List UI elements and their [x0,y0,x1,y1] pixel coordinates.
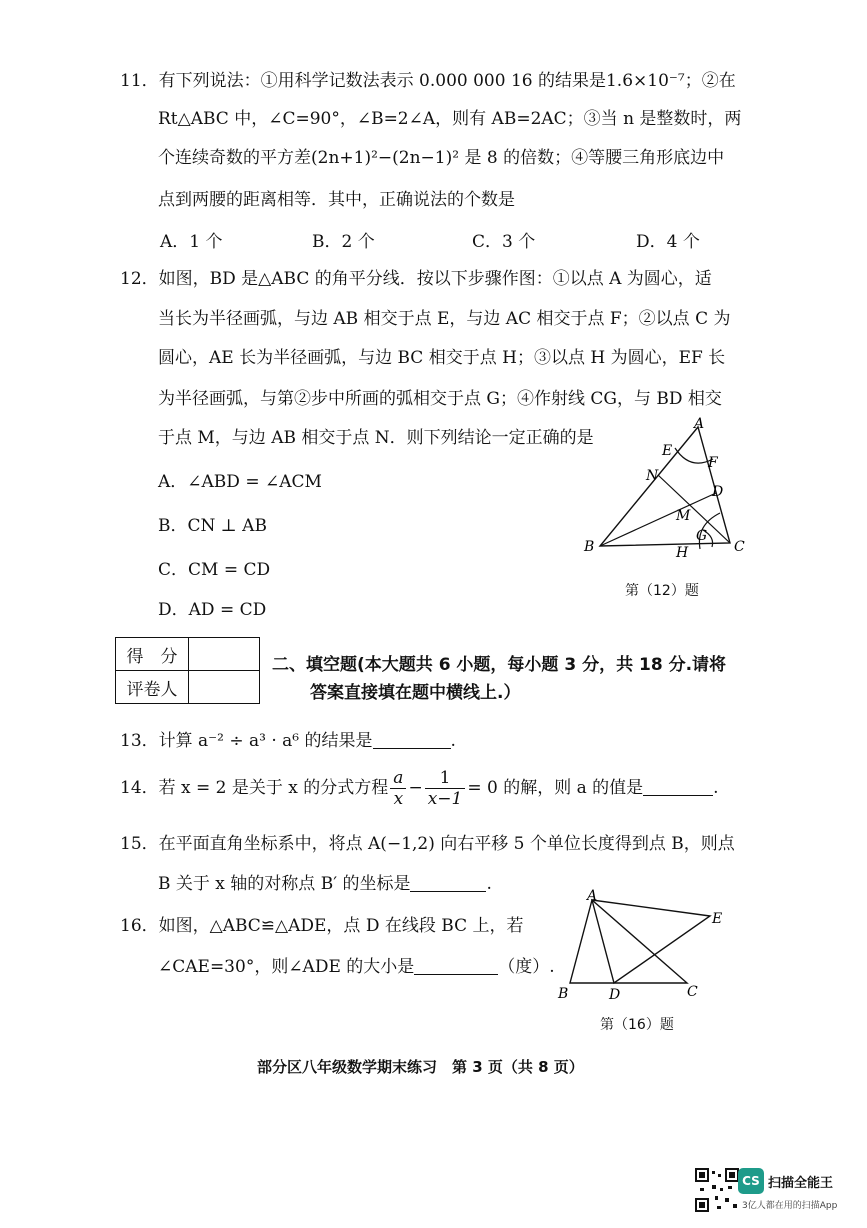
q13-text: 13．计算 a⁻² ÷ a³ · a⁶ 的结果是 [120,731,373,751]
label-a-16: A [587,888,598,904]
q14-prefix: 14．若 x = 2 是关于 x 的分式方程 [120,778,389,798]
q11-line4: 点到两腰的距离相等．其中，正确说法的个数是 [158,190,515,210]
q14-fraction-1-over-x-minus-1 [425,768,466,809]
section2-title-line2: 答案直接填在题中横线上.） [310,683,521,703]
q13 [120,728,456,754]
triangle-ade-16 [592,900,710,983]
qr-code-icon [695,1168,739,1212]
label-d-12: D [712,484,724,500]
q12-line1: 12．如图，BD 是△ABC 的角平分线．按以下步骤作图：①以点 A 为圆心，适 [120,269,712,289]
q12-option-d: D．AD = CD [158,600,267,620]
label-m-12: M [676,508,691,524]
label-a-12: A [694,416,705,432]
q15-suffix: . [486,874,492,894]
q12-line4: 为半径画弧，与第②步中所画的弧相交于点 G；④作射线 CG，与 BD 相交 [158,389,722,409]
label-c-12: C [734,539,745,555]
figure-12-caption: 第（12）题 [625,583,699,599]
q14 [120,768,719,809]
q12-line5: 于点 M，与边 AB 相交于点 N．则下列结论一定正确的是 [158,428,594,448]
q13-suffix: . [450,731,456,751]
q14-frac1-numerator: a [390,768,406,789]
triangle-abc-16 [570,900,687,983]
q11-line2: Rt△ABC 中，∠C=90°，∠B=2∠A，则有 AB=2AC；③当 n 是整数时，两 [158,109,742,129]
label-f-12: F [708,455,718,471]
q13-answer-blank[interactable] [373,730,451,749]
q16-line2-text: ∠CAE=30°，则∠ADE 的大小是 [158,957,415,977]
label-c-16: C [687,984,698,1000]
q14-eq: = 0 的解，则 a 的值是 [467,778,644,798]
scanner-badge [738,1168,833,1194]
q12-line2: 当长为半径画弧，与边 AB 相交于点 E，与边 AC 相交于点 F；②以点 C 为 [158,309,731,329]
q11-line1: 11．有下列说法：①用科学记数法表示 0.000 000 16 的结果是1.6×10⁻⁷；②在 [120,71,736,91]
label-e-12: E [662,443,673,459]
q11-option-b: B．2 个 [312,232,375,252]
label-n-12: N [646,468,659,484]
label-b-12: B [584,539,595,555]
q11-option-a: A．1 个 [160,232,223,252]
figure-16 [552,886,737,1006]
scanner-app-name: 扫描全能王 [768,1175,834,1191]
cs-logo-icon: CS [738,1168,764,1194]
q12-option-b: B．CN ⊥ AB [158,516,267,536]
label-g-12: G [696,528,708,544]
page-footer: 部分区八年级数学期末练习 第 3 页（共 8 页） [257,1058,584,1076]
q12-option-a: A．∠ABD = ∠ACM [158,472,322,492]
figure-12 [580,415,750,565]
q16-answer-blank[interactable] [414,956,498,975]
q12-option-c: C．CM = CD [158,560,271,580]
q15-answer-blank[interactable] [410,873,486,892]
q14-frac1-denominator: x [393,789,404,809]
score-label: 得 分 [116,638,189,671]
q15-line2-text: B 关于 x 轴的对称点 B′ 的坐标是 [158,874,411,894]
q11-line3: 个连续奇数的平方差(2n+1)²−(2n−1)² 是 8 的倍数；④等腰三角形底边中 [158,148,725,168]
label-h-12: H [676,545,689,561]
q16-suffix: （度）. [498,957,555,977]
q12-line3: 圆心，AE 长为半径画弧，与边 BC 相交于点 H；③以点 H 为圆心，EF 长 [158,348,726,368]
label-e-16: E [712,911,723,927]
q11-option-d: D．4 个 [636,232,700,252]
grader-label: 评卷人 [116,671,189,704]
q16-line1: 16．如图，△ABC≌△ADE，点 D 在线段 BC 上，若 [120,916,524,936]
q16-line2 [158,954,555,980]
score-cell[interactable] [189,638,260,671]
score-table [115,637,260,704]
scanner-tagline: 3亿人都在用的扫描App [742,1201,838,1211]
section2-title-line1: 二、填空题(本大题共 6 小题，每小题 3 分，共 18 分.请将 [272,655,727,675]
q15-line1: 15．在平面直角坐标系中，将点 A(−1,2) 向右平移 5 个单位长度得到点 B，则点 [120,834,735,854]
q14-fraction-a-over-x [390,768,406,809]
q14-suffix: . [713,778,719,798]
label-d-16: D [609,987,621,1003]
figure-16-caption: 第（16）题 [600,1017,674,1033]
q14-minus: − [408,778,423,798]
q14-answer-blank[interactable] [643,777,713,796]
q11-option-c: C．3 个 [472,232,536,252]
q15-line2 [158,871,492,897]
grader-cell[interactable] [189,671,260,704]
q14-frac2-numerator: 1 [425,768,466,789]
q14-frac2-denominator: x−1 [427,789,463,809]
label-b-16: B [558,986,569,1002]
